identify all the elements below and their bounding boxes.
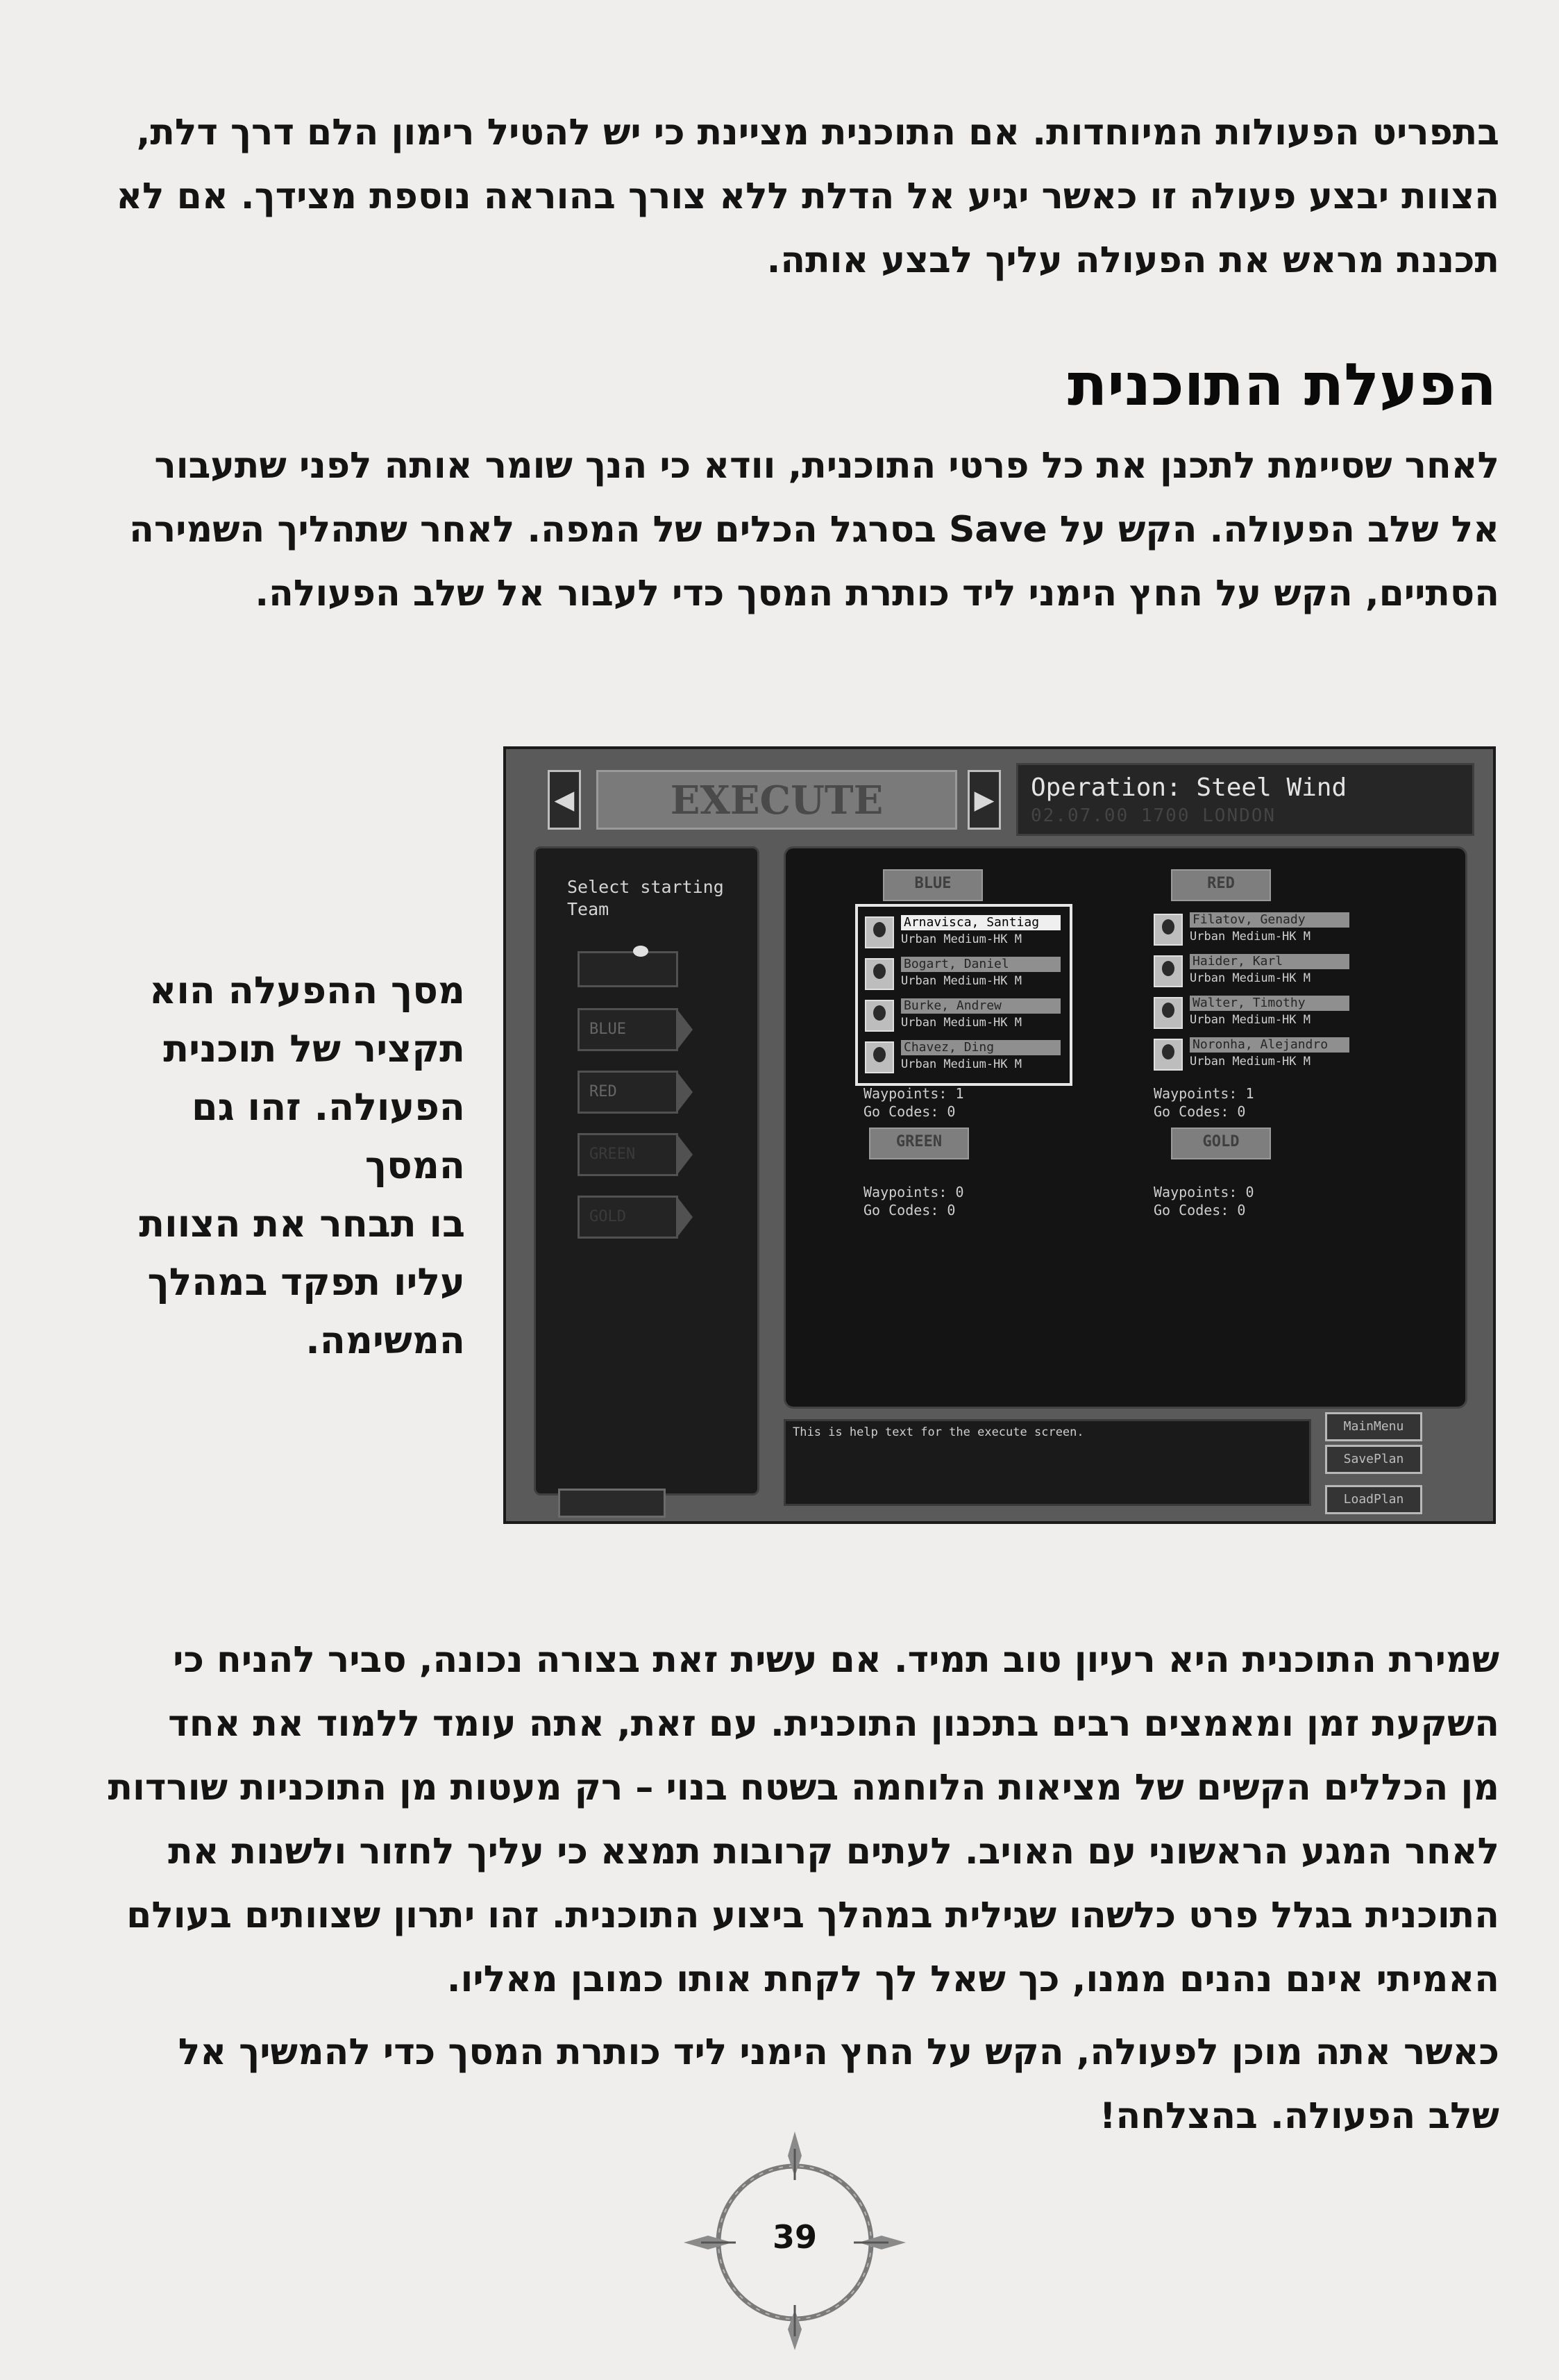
body-paragraph-saving xyxy=(90,1628,1499,2011)
team-member[interactable] xyxy=(865,997,1063,1034)
red-go-codes: Go Codes: 0 xyxy=(1154,1103,1246,1120)
caption-line: בו תבחר את הצוות xyxy=(139,1202,465,1246)
caption-line: עליו תפקד במהלך xyxy=(147,1260,465,1304)
page-number: 39 xyxy=(772,2218,817,2256)
team-button-blue[interactable] xyxy=(578,1008,678,1051)
text-line: אל שלב הפעולה. הקש על Save בסרגל הכלים של המפה. לאחר שתהליך השמירה xyxy=(129,509,1499,551)
member-name: Bogart, Daniel xyxy=(901,957,1061,972)
team-button-label: BLUE xyxy=(589,1021,626,1038)
red-waypoints: Waypoints: 1 xyxy=(1154,1085,1254,1102)
member-kit: Urban Medium-HK M xyxy=(1190,1013,1311,1027)
team-button-gold[interactable] xyxy=(578,1196,678,1239)
soldier-portrait-icon xyxy=(1154,914,1183,946)
team-member[interactable] xyxy=(865,1039,1063,1076)
team-member[interactable] xyxy=(1154,1036,1351,1073)
arrow-icon xyxy=(676,1133,693,1176)
select-team-label: Select starting Team xyxy=(567,877,724,919)
figure-caption xyxy=(132,962,465,1370)
member-name: Haider, Karl xyxy=(1190,954,1349,969)
arrow-icon xyxy=(676,1196,693,1239)
team-header-gold: GOLD xyxy=(1171,1128,1271,1159)
status-slot xyxy=(558,1489,666,1518)
member-name: Chavez, Ding xyxy=(901,1040,1061,1055)
team-member[interactable] xyxy=(1154,994,1351,1032)
soldier-portrait-icon xyxy=(1154,1039,1183,1071)
member-name: Arnavisca, Santiag xyxy=(901,915,1061,930)
soldier-portrait-icon xyxy=(1154,955,1183,987)
main-menu-button[interactable]: MainMenu xyxy=(1325,1412,1422,1441)
team-header-green: GREEN xyxy=(869,1128,969,1159)
next-screen-arrow[interactable]: ▶ xyxy=(968,770,1001,830)
caption-line: מסך ההפעלה הוא xyxy=(149,969,465,1012)
green-go-codes: Go Codes: 0 xyxy=(863,1202,956,1218)
team-member[interactable] xyxy=(1154,911,1351,948)
team-button-red[interactable] xyxy=(578,1071,678,1114)
arrow-icon xyxy=(676,1008,693,1051)
blue-go-codes: Go Codes: 0 xyxy=(863,1103,956,1120)
soldier-portrait-icon xyxy=(865,1000,894,1032)
member-kit: Urban Medium-HK M xyxy=(1190,971,1311,985)
text-line: הצוות יבצע פעולה זו כאשר יגיע אל הדלת ללא צורך בהוראה נוספת מצידך. אם לא xyxy=(116,176,1499,217)
text-line: שמירת התוכנית היא רעיון טוב תמיד. אם עשית זאת בצורה נכונה, סביר להניח כי xyxy=(173,1639,1499,1681)
load-plan-button[interactable]: LoadPlan xyxy=(1325,1485,1422,1514)
selected-team-slot[interactable] xyxy=(578,951,678,987)
team-button-green[interactable] xyxy=(578,1133,678,1176)
team-member[interactable] xyxy=(865,914,1063,951)
operation-info-panel xyxy=(1016,763,1474,836)
member-kit: Urban Medium-HK M xyxy=(1190,1055,1311,1069)
previous-screen-arrow[interactable]: ◀ xyxy=(548,770,581,830)
text-line: השקעת זמן ומאמצים רבים בתכנון התוכנית. עם זאת, אתה עומד ללמוד את אחד xyxy=(168,1703,1499,1745)
roster-red[interactable] xyxy=(1154,911,1351,1078)
soldier-portrait-icon xyxy=(865,916,894,948)
member-name: Walter, Timothy xyxy=(1190,996,1349,1011)
caption-line: המשימה. xyxy=(305,1318,465,1362)
text-line: האמיתי אינם נהנים ממנו, כך שאל לך לקחת אותו כמובן מאליו. xyxy=(446,1959,1499,2000)
text-line: לאחר שסיימת לתכנן את כל פרטי התוכנית, וודא כי הנך שומר אותה לפני שתעבור xyxy=(154,445,1499,487)
soldier-portrait-icon xyxy=(865,958,894,990)
soldier-portrait-icon xyxy=(865,1041,894,1073)
member-kit: Urban Medium-HK M xyxy=(901,1016,1022,1030)
text-line: תכננת מראש את הפעולה עליך לבצע אותה. xyxy=(766,240,1499,281)
team-button-label: RED xyxy=(589,1083,617,1100)
caption-line: הפעולה. זהו גם המסך xyxy=(192,1085,465,1187)
execute-screen-screenshot xyxy=(503,746,1496,1524)
body-paragraph-activation xyxy=(90,434,1499,626)
team-summary-panel xyxy=(784,846,1467,1409)
blue-waypoints: Waypoints: 1 xyxy=(863,1085,964,1102)
team-button-label: GOLD xyxy=(589,1208,626,1225)
save-plan-button[interactable]: SavePlan xyxy=(1325,1445,1422,1474)
text-line: כאשר אתה מוכן לפעולה, הקש על החץ הימני ליד כותרת המסך כדי להמשיך אל xyxy=(178,2031,1499,2073)
team-header-blue: BLUE xyxy=(883,869,983,901)
arrow-icon xyxy=(676,1071,693,1114)
member-name: Burke, Andrew xyxy=(901,998,1061,1014)
member-name: Filatov, Genady xyxy=(1190,912,1349,928)
roster-blue[interactable] xyxy=(855,904,1072,1086)
gold-go-codes: Go Codes: 0 xyxy=(1154,1202,1246,1218)
text-line: שלב הפעולה. בהצלחה! xyxy=(1099,2095,1499,2137)
text-line: לאחר המגע הראשוני עם האויב. לעתים קרובות תמצא כי עליך לחזור ולשנות את xyxy=(168,1831,1499,1872)
indicator-light-icon xyxy=(633,946,648,957)
team-select-panel xyxy=(534,846,759,1495)
team-member[interactable] xyxy=(1154,953,1351,990)
operation-date: 02.07.00 1700 LONDON xyxy=(1031,805,1276,826)
gold-waypoints: Waypoints: 0 xyxy=(1154,1184,1254,1200)
help-text-box: This is help text for the execute screen. xyxy=(784,1419,1311,1506)
screen-title-banner: EXECUTE xyxy=(596,770,957,830)
text-line: בתפריט הפעולות המיוחדות. אם התוכנית מציינת כי יש להטיל רימון הלם דרך דלת, xyxy=(136,112,1499,153)
member-name: Noronha, Alejandro xyxy=(1190,1037,1349,1053)
operation-title: Operation: Steel Wind xyxy=(1031,773,1347,802)
body-paragraph-intro xyxy=(76,101,1499,292)
member-kit: Urban Medium-HK M xyxy=(901,1057,1022,1071)
team-button-label: GREEN xyxy=(589,1146,636,1163)
member-kit: Urban Medium-HK M xyxy=(1190,930,1311,944)
section-heading: הפעלת התוכנית xyxy=(1067,351,1497,419)
caption-line: תקציר של תוכנית xyxy=(163,1027,465,1071)
member-kit: Urban Medium-HK M xyxy=(901,974,1022,988)
soldier-portrait-icon xyxy=(1154,997,1183,1029)
team-member[interactable] xyxy=(865,955,1063,993)
text-line: מן הכללים הקשים של מציאות הלוחמה בשטח בנוי – רק מעטות מן התוכניות שורדות xyxy=(108,1767,1499,1809)
text-line: הסתיים, הקש על החץ הימני ליד כותרת המסך כדי לעבור אל שלב הפעולה. xyxy=(255,573,1499,614)
green-waypoints: Waypoints: 0 xyxy=(863,1184,964,1200)
member-kit: Urban Medium-HK M xyxy=(901,932,1022,946)
text-line: התוכנית בגלל פרט כלשהו שגילית במהלך ביצוע התוכנית. זהו יתרון שצוותים בעולם xyxy=(126,1895,1499,1936)
team-header-red: RED xyxy=(1171,869,1271,901)
